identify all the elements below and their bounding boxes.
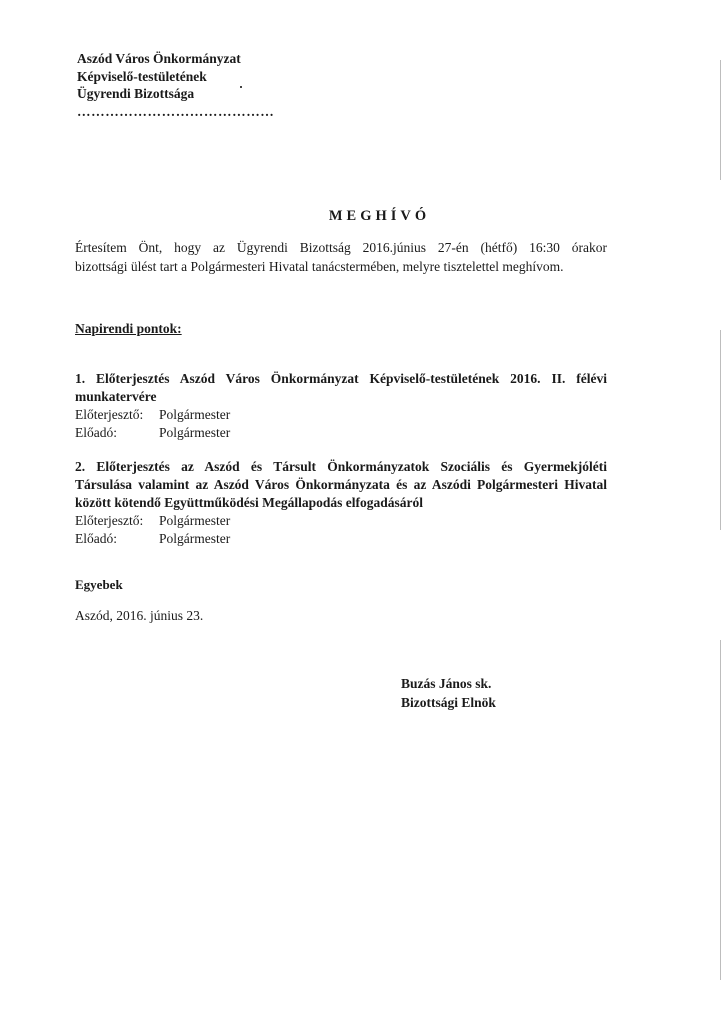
speaker-row bbox=[75, 424, 607, 442]
agenda-item-title bbox=[75, 458, 607, 512]
scan-speck bbox=[240, 86, 242, 88]
intro-line-2: bizottsági ülést tart a Polgármesteri Hivatal tanácstermében, melyre tisztelettel meghívom. bbox=[75, 259, 564, 274]
speaker-label: Előadó: bbox=[75, 425, 117, 440]
scan-edge-shadow bbox=[720, 330, 721, 530]
agenda-heading: Napirendi pontok: bbox=[75, 321, 182, 336]
sender-line-2: Képviselő-testületének bbox=[77, 68, 207, 84]
presenter-label: Előterjesztő: bbox=[75, 407, 144, 422]
presenter-label: Előterjesztő: bbox=[75, 513, 144, 528]
speaker-value: Polgármester bbox=[159, 531, 231, 546]
agenda-item-title-line: Társulása valamint az Aszód Város Önkormányzata és az Aszódi Polgármesteri Hivatal bbox=[75, 477, 607, 492]
presenter-row bbox=[75, 406, 607, 424]
place-and-date: Aszód, 2016. június 23. bbox=[75, 608, 204, 623]
sender-line-1: Aszód Város Önkormányzat bbox=[77, 51, 241, 66]
speaker-label: Előadó: bbox=[75, 531, 117, 546]
agenda-item bbox=[75, 458, 607, 548]
other-items-heading: Egyebek bbox=[75, 577, 123, 592]
agenda-item-title-line: munkatervére bbox=[75, 389, 157, 404]
agenda-item-title-line: 1. Előterjesztés Aszód Város Önkormányzat Képviselő-testületének 2016. II. félévi bbox=[75, 371, 607, 386]
signatory-title: Bizottsági Elnök bbox=[401, 695, 496, 710]
intro-paragraph bbox=[75, 238, 607, 276]
signature-block bbox=[401, 674, 496, 712]
agenda-item-title bbox=[75, 370, 607, 406]
agenda-item bbox=[75, 370, 607, 442]
sender-block bbox=[77, 50, 241, 103]
speaker-value: Polgármester bbox=[159, 425, 231, 440]
dotted-separator: …………………………………… bbox=[77, 104, 275, 119]
agenda-item-title-line: 2. Előterjesztés az Aszód és Társult Önkormányzatok Szociális és Gyermekjóléti bbox=[75, 459, 607, 474]
signatory-name: Buzás János sk. bbox=[401, 676, 492, 691]
document-title: MEGHÍVÓ bbox=[328, 208, 431, 224]
agenda-item-title-line: között kötendő Együttműködési Megállapodás elfogadásáról bbox=[75, 495, 424, 510]
sender-line-3: Ügyrendi Bizottsága bbox=[77, 86, 195, 101]
presenter-row bbox=[75, 512, 607, 530]
speaker-row bbox=[75, 530, 607, 548]
presenter-value: Polgármester bbox=[159, 513, 231, 528]
presenter-value: Polgármester bbox=[159, 407, 231, 422]
intro-line-1: Értesítem Önt, hogy az Ügyrendi Bizottság 2016.június 27-én (hétfő) 16:30 órakor bbox=[75, 240, 607, 255]
scan-edge-shadow bbox=[720, 640, 721, 980]
scan-edge-shadow bbox=[720, 60, 721, 180]
